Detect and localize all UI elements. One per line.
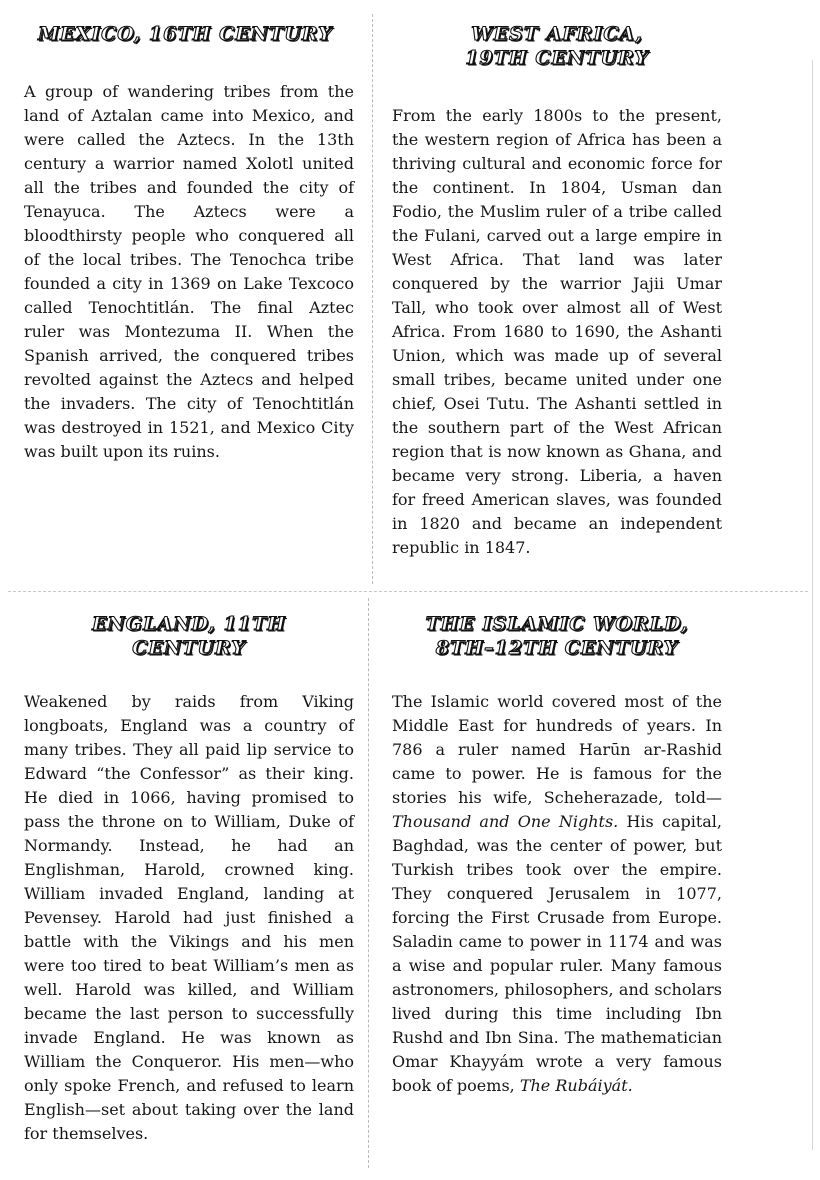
vertical-divider-bottom <box>368 598 369 1168</box>
section-title-mexico <box>24 22 354 46</box>
title-line: ENGLAND, 11TH <box>91 613 287 635</box>
section-west-africa <box>392 22 722 572</box>
section-islamic-world <box>392 612 722 1160</box>
title-line: CENTURY <box>132 637 246 659</box>
section-title-west-africa <box>392 22 722 70</box>
vertical-divider-top <box>372 14 373 584</box>
title-line: 8TH–12TH CENTURY <box>435 637 679 659</box>
title-line: THE ISLAMIC WORLD, <box>425 613 689 635</box>
section-mexico <box>24 22 354 572</box>
section-text-islamic-world <box>392 690 722 1098</box>
section-england <box>24 612 354 1160</box>
section-text-mexico: A group of wandering tribes from the land of Aztalan came into Mexico, and were called the Aztecs. In the 13th century a warrior named Xolotl united all the tribes and founded the city of Tenayuca. The Aztecs were a bloodthirsty people who conquered all of the local tribes. The Tenochca tribe founded a city in 1369 on Lake Texcoco called Tenochtitlán. The final Aztec ruler was Montezuma II. When the Spanish arrived, the conquered tribes revolted against the Aztecs and helped the invaders. The city of Tenochtitlán was destroyed in 1521, and Mexico City was built upon its ruins. <box>24 82 354 461</box>
section-title-england <box>24 612 354 660</box>
title-line: WEST AFRICA, <box>471 23 643 45</box>
text-run: The Islamic world covered most of the Middle East for hundreds of years. In 786 a ruler named Harūn ar-Rashid came to power. He is famous for the stories his wife, Scheherazade, told— <box>392 692 722 807</box>
horizontal-divider <box>8 591 808 592</box>
section-text-west-africa: From the early 1800s to the present, the western region of Africa has been a thriving cultural and economic force for the continent. In 1804, Usman dan Fodio, the Muslim ruler of a tribe called the Fulani, carved out a large empire in West Africa. That land was later conquered by the warrior Jajii Umar Tall, who took over almost all of West Africa. From 1680 to 1690, the Ashanti Union, which was made up of several small tribes, became united under one chief, Osei Tutu. The Ashanti settled in the southern part of the West African region that is now known as Ghana, and became very strong. Liberia, a haven for freed American slaves, was founded in 1820 and became an independent republic in 1847. <box>392 106 722 557</box>
right-page-edge <box>812 60 813 1150</box>
title-line: MEXICO, 16TH CENTURY <box>38 23 333 45</box>
book-title: The Rubáiyát. <box>519 1076 633 1095</box>
section-text-england: Weakened by raids from Viking longboats, England was a country of many tribes. They all paid lip service to Edward “the Confessor” as their king. He died in 1066, having promised to pass the throne on to William, Duke of Normandy. Instead, he had an Englishman, Harold, crowned king. William invaded England, landing at Pevensey. Harold had just finished a battle with the Vikings and his men were too tired to beat William’s men as well. Harold was killed, and William became the last person to successfully invade England. He was known as William the Conqueror. His men—who only spoke French, and refused to learn English—set about taking over the land for themselves. <box>24 692 354 1143</box>
title-line: 19TH CENTURY <box>465 47 649 69</box>
book-title: Thousand and One Nights. <box>392 812 619 831</box>
text-run: His capital, Baghdad, was the center of power, but Turkish tribes took over the empire. They conquered Jerusalem in 1077, forcing the First Crusade from Europe. Saladin came to power in 1174 and was a wise and popular ruler. Many famous astronomers, philosophers, and scholars lived during this time including Ibn Rushd and Ibn Sina. The mathematician Omar Khayyám wrote a very famous book of poems, <box>392 812 723 1095</box>
section-title-islamic-world <box>392 612 722 660</box>
